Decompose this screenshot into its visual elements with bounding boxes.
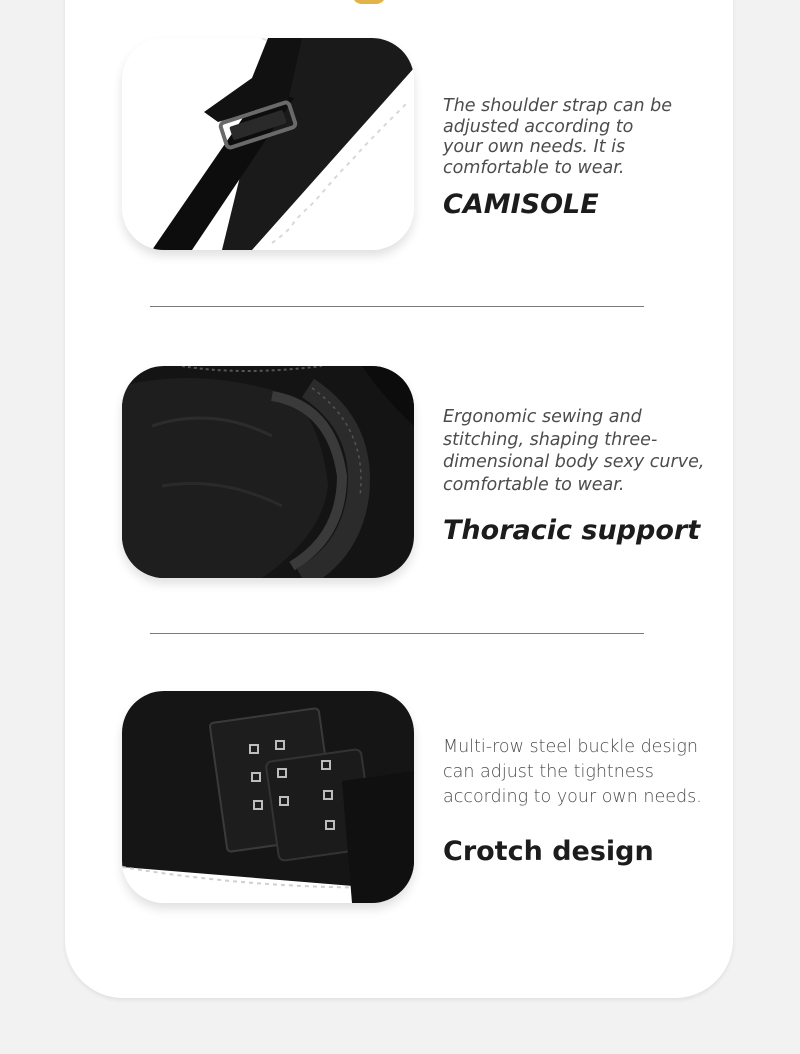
closure-photo: [122, 691, 414, 903]
feature-title: CAMISOLE: [443, 189, 599, 220]
divider: [150, 633, 644, 634]
strap-photo: [122, 38, 414, 250]
feature-title: Thoracic support: [443, 515, 701, 546]
cup-photo: [122, 366, 414, 578]
divider: [150, 306, 644, 307]
feature-description: The shoulder strap can be adjusted according to your own needs. It is comfortable to wear.: [443, 96, 673, 178]
feature-description: Ergonomic sewing and stitching, shaping three- dimensional body sexy curve, comfortable to wear.: [443, 407, 705, 495]
feature-title: Crotch design: [443, 836, 654, 867]
feature-description: Multi-row steel buckle design can adjust the tightness according to your own needs.: [443, 737, 702, 807]
